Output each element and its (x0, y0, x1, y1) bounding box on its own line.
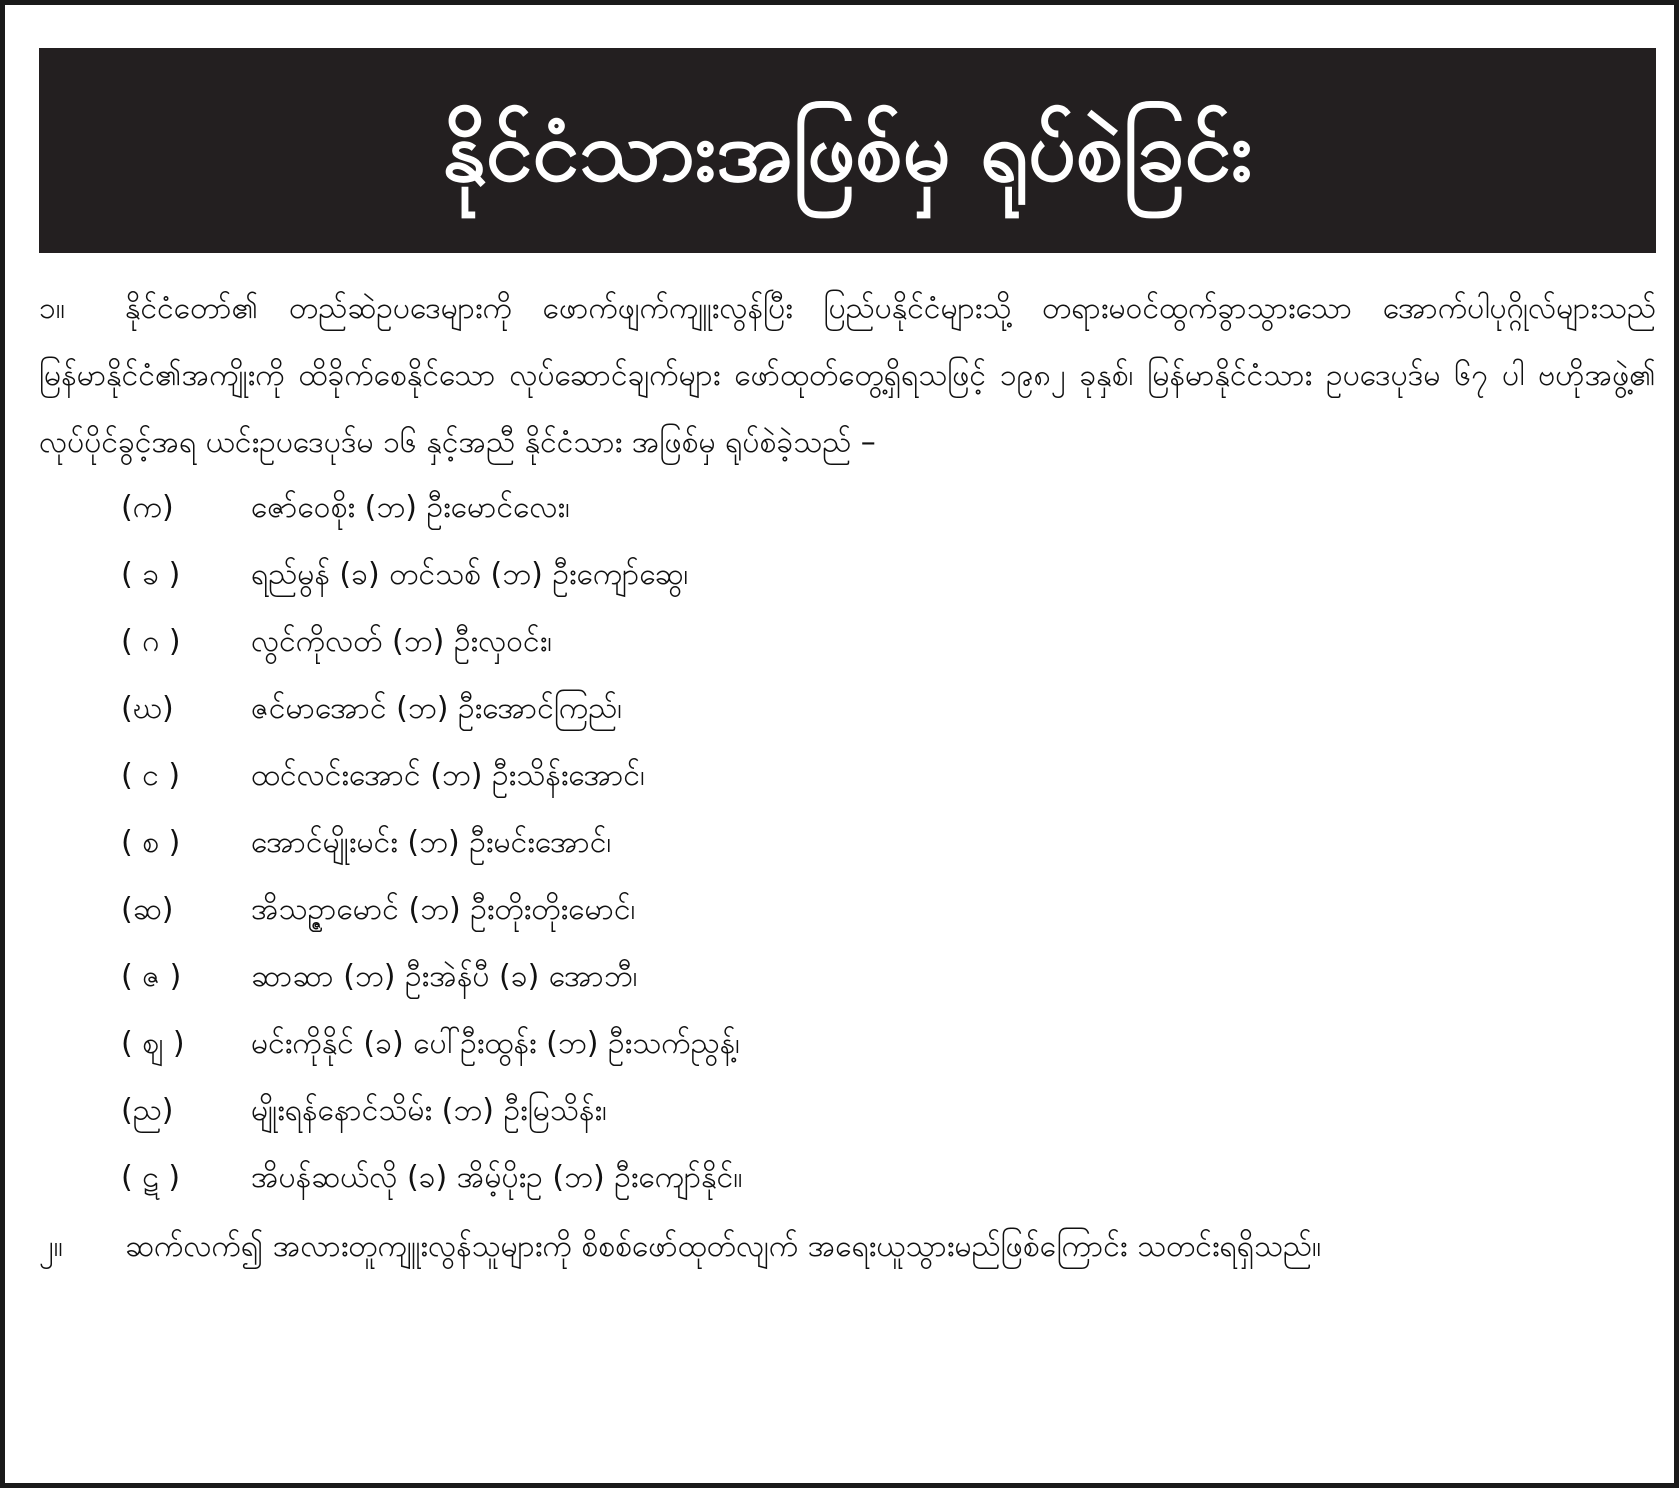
list-item-text: ဇင်မာအောင် (ဘ) ဦးအောင်ကြည်၊ (251, 691, 622, 726)
list-item-text: ဇော်ဝေစိုး (ဘ) ဦးမောင်လေး၊ (251, 490, 570, 525)
list-item-text: လွင်ကိုလတ် (ဘ) ဦးလှဝင်း၊ (251, 624, 553, 659)
list-item (39, 1079, 1656, 1146)
list-item (39, 811, 1656, 878)
announcement-body (39, 275, 1656, 1475)
list-item-marker: ( ဈ ) (121, 1026, 185, 1061)
paragraph-2-number: ၂။ (39, 1229, 63, 1264)
list-item-marker: ( ဇ ) (121, 959, 182, 994)
list-item (39, 543, 1656, 610)
list-item-marker: (ဃ) (121, 691, 174, 726)
paragraph-2 (39, 1213, 1656, 1280)
paragraph-1 (39, 275, 1656, 476)
list-item-text: အိသဉ္ဇာမောင် (ဘ) ဦးတိုးတိုးမောင်၊ (251, 892, 636, 927)
page-title: နိုင်ငံသားအဖြစ်မှ ရုပ်စဲခြင်း (442, 101, 1253, 200)
paragraph-1-text: နိုင်ငံတော်၏ တည်ဆဲဥပဒေများကို ဖောက်ဖျက်ကျူးလွန်ပြီး ပြည်ပနိုင်ငံများသို့ တရားမဝင်ထွက်ခွာသွားသော အောက်ပါပုဂ္ဂိုလ်များသည် မြန်မာနိုင်ငံ၏အကျိုးကို ထိခိုက်စေနိုင်သော လုပ်ဆောင်ချက်များ ဖော်ထုတ်တွေ့ရှိရသဖြင့် ၁၉၈၂ ခုနှစ်၊ မြန်မာနိုင်ငံသား ဥပဒေပုဒ်မ ၆၇ ပါ ဗဟိုအဖွဲ့၏ လုပ်ပိုင်ခွင့်အရ ယင်းဥပဒေပုဒ်မ ၁၆ နှင့်အညီ နိုင်ငံသား အဖြစ်မှ ရုပ်စဲခဲ့သည် – (39, 291, 1656, 460)
list-item (39, 1012, 1656, 1079)
paragraph-2-text: ဆက်လက်၍ အလားတူကျူးလွန်သူများကို စိစစ်ဖော်ထုတ်လျက် အရေးယူသွားမည်ဖြစ်ကြောင်း သတင်းရရှိသည်။ (125, 1229, 1322, 1264)
list-item-marker: ( ဂ ) (121, 624, 181, 659)
list-item-marker: ( ဋ ) (121, 1160, 181, 1195)
list-item-text: မျိုးရန်နောင်သိမ်း (ဘ) ဦးမြသိန်း၊ (251, 1093, 607, 1128)
list-item-marker: (က) (121, 490, 174, 525)
list-item (39, 677, 1656, 744)
list-item-marker: ( စ ) (121, 825, 181, 860)
list-item-text: ရည်မွန် (ခ) တင်သစ် (ဘ) ဦးကျော်ဆွေ၊ (251, 557, 689, 592)
list-item-text: ထင်လင်းအောင် (ဘ) ဦးသိန်းအောင်၊ (251, 758, 645, 793)
list-item (39, 610, 1656, 677)
list-item-text: အိပန်ဆယ်လို (ခ) အိမ့်ပိုးဥ (ဘ) ဦးကျော်နိုင်။ (251, 1160, 743, 1195)
title-banner (39, 48, 1656, 253)
names-list (39, 476, 1656, 1213)
list-item-marker: ( ခ ) (121, 557, 181, 592)
list-item (39, 945, 1656, 1012)
list-item-text: ဆာဆာ (ဘ) ဦးအဲန်ပီ (ခ) အောဘီ၊ (251, 959, 638, 994)
list-item-text: အောင်မျိုးမင်း (ဘ) ဦးမင်းအောင်၊ (251, 825, 612, 860)
list-item-marker: ( င ) (121, 758, 181, 793)
list-item (39, 744, 1656, 811)
list-item (39, 878, 1656, 945)
list-item (39, 476, 1656, 543)
list-item-marker: (ဆ) (121, 892, 174, 927)
paragraph-1-number: ၁။ (39, 291, 65, 326)
list-item (39, 1146, 1656, 1213)
list-item-text: မင်းကိုနိုင် (ခ) ပေါ်ဦးထွန်း (ဘ) ဦးသက်ညွန့်၊ (251, 1026, 740, 1061)
list-item-marker: (ည) (121, 1093, 174, 1128)
